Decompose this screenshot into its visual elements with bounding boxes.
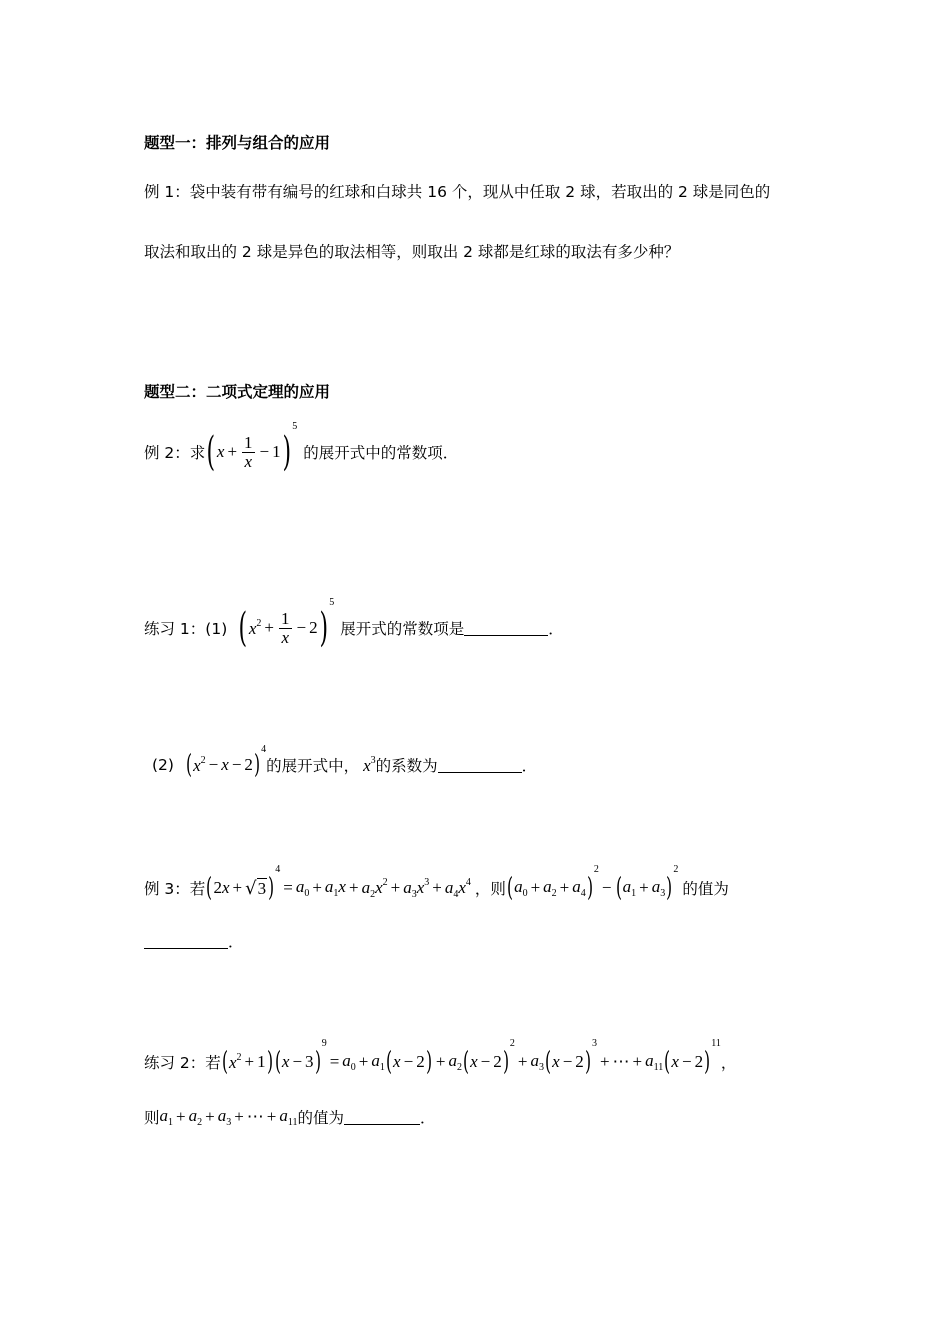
math-x: x: [671, 1052, 679, 1071]
answer-blank[interactable]: [144, 934, 228, 949]
math-two: 2: [309, 618, 318, 637]
math-minus: −: [296, 618, 307, 637]
right-paren: ): [502, 1047, 509, 1077]
math-two: 2: [575, 1052, 584, 1071]
math-plus: +: [632, 1052, 643, 1071]
math-a1: $a_1$: [371, 1051, 385, 1073]
fraction-numerator: 1: [281, 608, 290, 628]
math-exponent-4: 4: [275, 864, 281, 875]
example-3-answer-line: [144, 930, 244, 952]
math-plus: +: [244, 1052, 255, 1071]
math-exponent-5: 5: [329, 597, 335, 608]
math-a2: $a_2$: [188, 1106, 203, 1128]
practice-2-line-2-suffix: 的值为: [297, 1109, 345, 1127]
fraction-denominator: x: [281, 627, 290, 647]
practice-1-suffix: 展开式的常数项是: [340, 620, 465, 638]
example-3: [144, 864, 729, 908]
math-three: 3: [305, 1052, 314, 1071]
math-a11: $a_{11}$: [279, 1106, 298, 1128]
right-paren: ): [282, 429, 291, 475]
math-plus: +: [205, 1107, 215, 1126]
practice-1-part-1: [144, 597, 564, 655]
math-exponent-2: 2: [673, 864, 679, 875]
example-1-text-2: 取法和取出的 2 球是异色的取法相等，则取出 2 球都是红球的取法有多少种？: [144, 243, 680, 261]
math-minus: −: [403, 1052, 414, 1071]
math-a4x4: $a_4x^4$: [444, 876, 471, 900]
math-plus: +: [559, 878, 570, 897]
math-a0: $a_0$: [295, 877, 310, 899]
math-x-cubed: $x^3$: [363, 754, 376, 775]
math-one: 1: [257, 1052, 266, 1071]
math-two: 2: [244, 755, 253, 774]
math-plus: +: [432, 878, 442, 897]
left-paren: (: [506, 873, 514, 903]
math-x: x: [221, 878, 230, 897]
math-x-squared: $x^2$: [248, 617, 262, 638]
practice-2-end: ．: [420, 1109, 436, 1127]
math-a3: $a_3$: [651, 877, 666, 899]
math-plus: +: [599, 1052, 610, 1071]
left-paren: (: [186, 750, 193, 780]
math-a11: $a_{11}$: [645, 1051, 664, 1073]
sqrt-radicand: 3: [257, 878, 267, 898]
practice-2-line-1-end: ，: [720, 1054, 737, 1072]
math-plus: +: [227, 442, 238, 461]
math-x: x: [393, 1052, 401, 1071]
math-minus: −: [292, 1052, 303, 1071]
math-minus: −: [480, 1052, 491, 1071]
math-plus: +: [517, 1052, 528, 1071]
example-2: [144, 421, 459, 479]
math-exponent-2: 2: [593, 864, 599, 875]
math-a1: $a_1$: [622, 877, 637, 899]
section-title-2: [144, 380, 330, 402]
section-title-2-text: 题型二：二项式定理的应用: [144, 383, 331, 401]
practice-2-line-2: [144, 1100, 436, 1134]
math-two: 2: [493, 1052, 502, 1071]
math-one: 1: [272, 442, 281, 461]
math-plus: +: [639, 878, 649, 897]
math-minus: −: [562, 1052, 573, 1071]
left-paren: (: [206, 873, 213, 903]
answer-blank[interactable]: [438, 758, 522, 773]
example-1-line-1: [144, 180, 770, 202]
practice-2-line-2-prefix: 则: [144, 1109, 160, 1127]
section-title-1: [144, 131, 330, 153]
example-2-prefix: 例 2：求: [144, 444, 206, 462]
math-minus: −: [208, 755, 219, 774]
right-paren: ): [253, 750, 261, 780]
math-two: 2: [213, 878, 222, 897]
math-x-squared: $x^2$: [228, 1051, 242, 1072]
math-plus: +: [232, 878, 243, 897]
math-exponent-11: 11: [711, 1038, 721, 1049]
math-plus: +: [530, 878, 541, 897]
math-x-squared: $x^2$: [193, 754, 206, 775]
practice-1-prefix: 练习 1：(1): [144, 620, 228, 638]
practice-1-part-2-mid: 的展开式中，: [266, 757, 360, 775]
right-paren: ): [666, 873, 673, 903]
practice-2-prefix: 练习 2：若: [144, 1054, 221, 1072]
math-sqrt-3: [245, 878, 267, 899]
math-ellipsis: ⋯: [246, 1107, 264, 1126]
example-3-mid: ，则: [474, 880, 506, 898]
right-paren: ): [319, 605, 328, 651]
right-paren: ): [704, 1047, 711, 1077]
example-3-end: ．: [228, 933, 244, 951]
practice-2-line-1: [144, 1038, 737, 1082]
math-a1x: $a_1x$: [324, 877, 346, 899]
math-a3: $a_3$: [217, 1106, 232, 1128]
practice-1-part-2-prefix: (2): [152, 756, 174, 774]
math-minus: −: [601, 878, 612, 897]
math-two: 2: [694, 1052, 704, 1071]
example-3-suffix: 的值为: [682, 880, 729, 898]
right-paren: ): [314, 1047, 321, 1077]
math-plus: +: [435, 1052, 446, 1071]
math-minus: −: [259, 442, 270, 461]
math-fraction-1-over-x: [242, 434, 255, 471]
right-paren: ): [268, 873, 275, 903]
math-plus: +: [312, 878, 322, 897]
math-fraction-1-over-x: [279, 610, 292, 647]
math-exponent-9: 9: [321, 1038, 327, 1049]
math-plus: +: [264, 618, 274, 637]
math-a2: $a_2$: [448, 1051, 462, 1073]
math-exponent-3: 3: [591, 1038, 597, 1049]
math-plus: +: [234, 1107, 244, 1126]
practice-1-part-2-suffix: 的系数为: [375, 757, 438, 775]
math-plus: +: [348, 878, 359, 897]
section-title-1-text: 题型一：排列与组合的应用: [144, 134, 331, 152]
math-equals: =: [283, 878, 293, 897]
practice-1-part-2-end: ．: [521, 757, 538, 775]
left-paren: (: [274, 1047, 281, 1077]
left-paren: (: [385, 1047, 393, 1077]
sqrt-symbol: √: [245, 877, 257, 899]
math-ellipsis: ⋯: [612, 1052, 630, 1071]
math-a2: $a_2$: [543, 877, 557, 899]
math-exponent-4: 4: [261, 744, 267, 755]
right-paren: ): [586, 873, 593, 903]
left-paren: (: [462, 1047, 470, 1077]
practice-1-end: ．: [548, 620, 564, 638]
right-paren: ): [584, 1047, 591, 1077]
example-2-suffix: 的展开式中的常数项．: [303, 444, 459, 462]
math-x: x: [470, 1052, 478, 1071]
math-x: x: [216, 442, 225, 461]
math-x: x: [221, 755, 229, 774]
math-plus: +: [390, 878, 401, 897]
math-plus: +: [358, 1052, 369, 1071]
left-paren: (: [221, 1047, 228, 1077]
math-exponent-2: 2: [509, 1038, 515, 1049]
example-1-line-2: [144, 240, 679, 262]
math-a4: $a_4$: [572, 877, 586, 899]
math-a2x2: $a_2x^2$: [361, 876, 388, 900]
left-paren: (: [664, 1047, 671, 1077]
math-plus: +: [266, 1107, 277, 1126]
fraction-denominator: x: [244, 451, 253, 471]
math-equals: =: [329, 1052, 340, 1071]
math-a3: $a_3$: [530, 1051, 544, 1073]
left-paren: (: [206, 429, 216, 475]
math-a3x3: $a_3x^3$: [403, 876, 430, 900]
left-paren: (: [615, 873, 622, 903]
example-3-prefix: 例 3：若: [144, 880, 206, 898]
practice-1-part-2: [152, 744, 538, 782]
math-a1: $a_1$: [159, 1106, 174, 1128]
math-x: x: [552, 1052, 560, 1071]
math-exponent-5: 5: [292, 421, 298, 432]
math-minus: −: [231, 755, 242, 774]
example-1-text-1: 例 1：袋中装有带有编号的红球和白球共 16 个，现从中任取 2 球，若取出的 2 球是同色的: [144, 183, 771, 201]
math-x: x: [281, 1052, 290, 1071]
answer-blank[interactable]: [344, 1110, 420, 1125]
answer-blank[interactable]: [464, 621, 548, 636]
right-paren: ): [425, 1047, 432, 1077]
math-plus: +: [176, 1107, 186, 1126]
left-paren: (: [238, 605, 248, 651]
math-two: 2: [416, 1052, 425, 1071]
fraction-numerator: 1: [244, 432, 253, 452]
math-a0: $a_0$: [514, 877, 528, 899]
left-paren: (: [545, 1047, 552, 1077]
right-paren: ): [266, 1047, 273, 1077]
math-a0: $a_0$: [342, 1051, 356, 1073]
math-minus: −: [681, 1052, 692, 1071]
